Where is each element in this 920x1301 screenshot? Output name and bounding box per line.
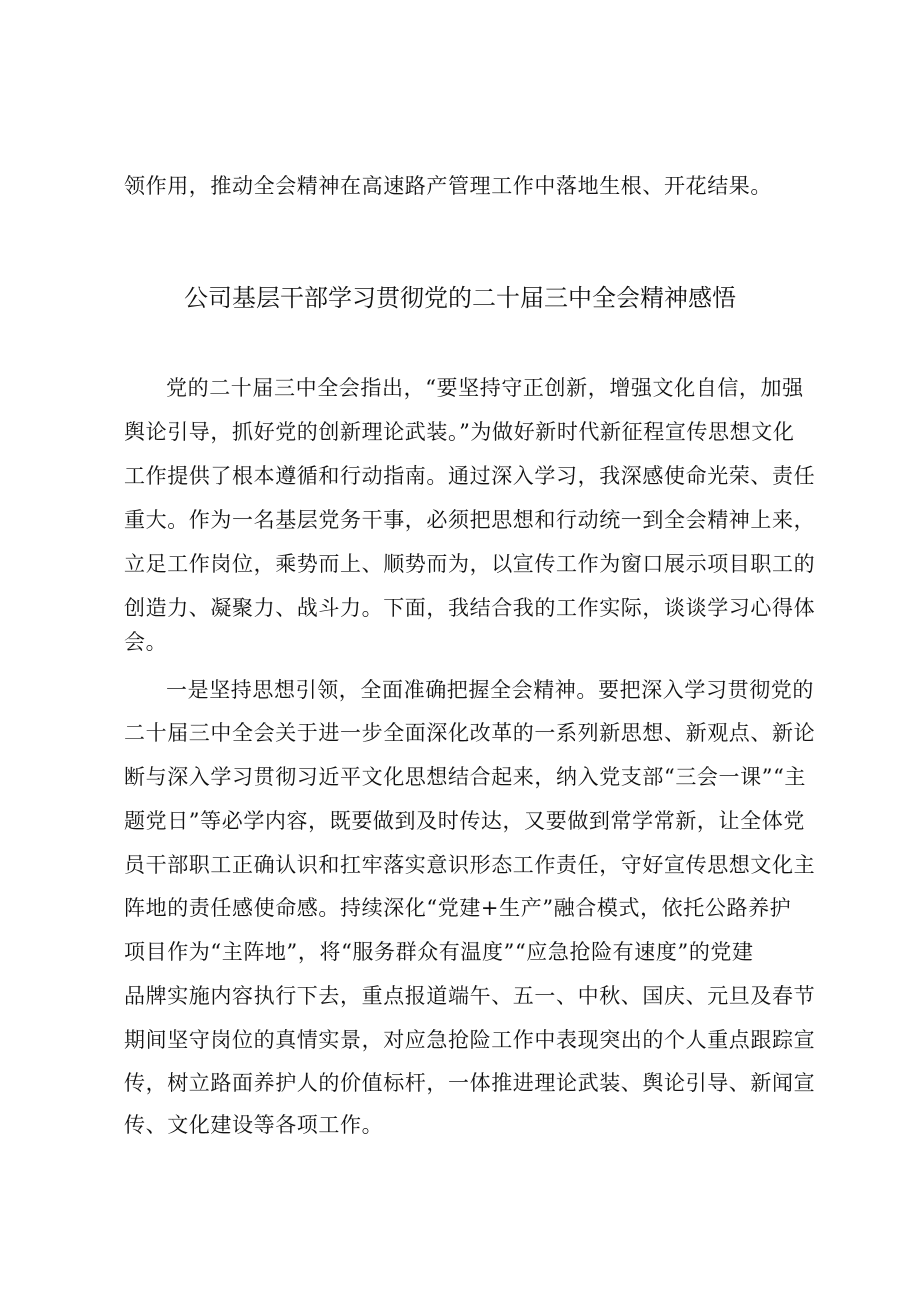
paragraph-line: 立足工作岗位，乘势而上、顺势而为，以宣传工作为窗口展示项目职工的 bbox=[124, 552, 816, 576]
paragraph-line: 创造力、凝聚力、战斗力。下面，我结合我的工作实际，谈谈学习心得体 bbox=[124, 596, 816, 620]
paragraph-line: 期间坚守岗位的真情实景，对应急抢险工作中表现突出的个人重点跟踪宣 bbox=[124, 1028, 816, 1052]
paragraph-line: 员干部职工正确认识和扛牢落实意识形态工作责任，守好宣传思想文化主 bbox=[124, 853, 816, 877]
paragraph-line: 一是坚持思想引领，全面准确把握全会精神。要把深入学习贯彻党的 bbox=[166, 678, 814, 702]
paragraph-line: 题党日”等必学内容，既要做到及时传达，又要做到常学常新，让全体党 bbox=[124, 809, 805, 833]
paragraph-line: 断与深入学习贯彻习近平文化思想结合起来，纳入党支部“三会一课”“主 bbox=[124, 765, 807, 789]
paragraph-line: 工作提供了根本遵循和行动指南。通过深入学习，我深感使命光荣、责任 bbox=[124, 464, 816, 488]
paragraph-line: 传，树立路面养护人的价值标杆，一体推进理论武装、舆论引导、新闻宣 bbox=[124, 1071, 816, 1095]
paragraph-line: 传、文化建设等各项工作。 bbox=[124, 1113, 384, 1137]
paragraph-line: 党的二十届三中全会指出，“要坚持守正创新，增强文化自信，加强 bbox=[166, 376, 804, 400]
paragraph-line: 会。 bbox=[124, 630, 168, 654]
paragraph-line: 重大。作为一名基层党务干事，必须把思想和行动统一到全会精神上来， bbox=[124, 508, 816, 532]
paragraph-line: 二十届三中全会关于进一步全面深化改革的一系列新思想、新观点、新论 bbox=[124, 721, 816, 745]
page-title: 公司基层干部学习贯彻党的二十届三中全会精神感悟 bbox=[184, 284, 736, 312]
paragraph-line: 舆论引导，抓好党的创新理论武装。”为做好新时代新征程宣传思想文化 bbox=[124, 420, 795, 444]
paragraph-line: 项目作为“主阵地”，将“服务群众有温度”“应急抢险有速度”的党建 bbox=[124, 940, 754, 964]
lead-fragment: 领作用，推动全会精神在高速路产管理工作中落地生根、开花结果。 bbox=[124, 174, 772, 198]
paragraph-line: 品牌实施内容执行下去，重点报道端午、五一、中秋、国庆、元旦及春节 bbox=[124, 984, 816, 1008]
paragraph-line: 阵地的责任感使命感。持续深化“党建+生产”融合模式，依托公路养护 bbox=[124, 896, 792, 920]
